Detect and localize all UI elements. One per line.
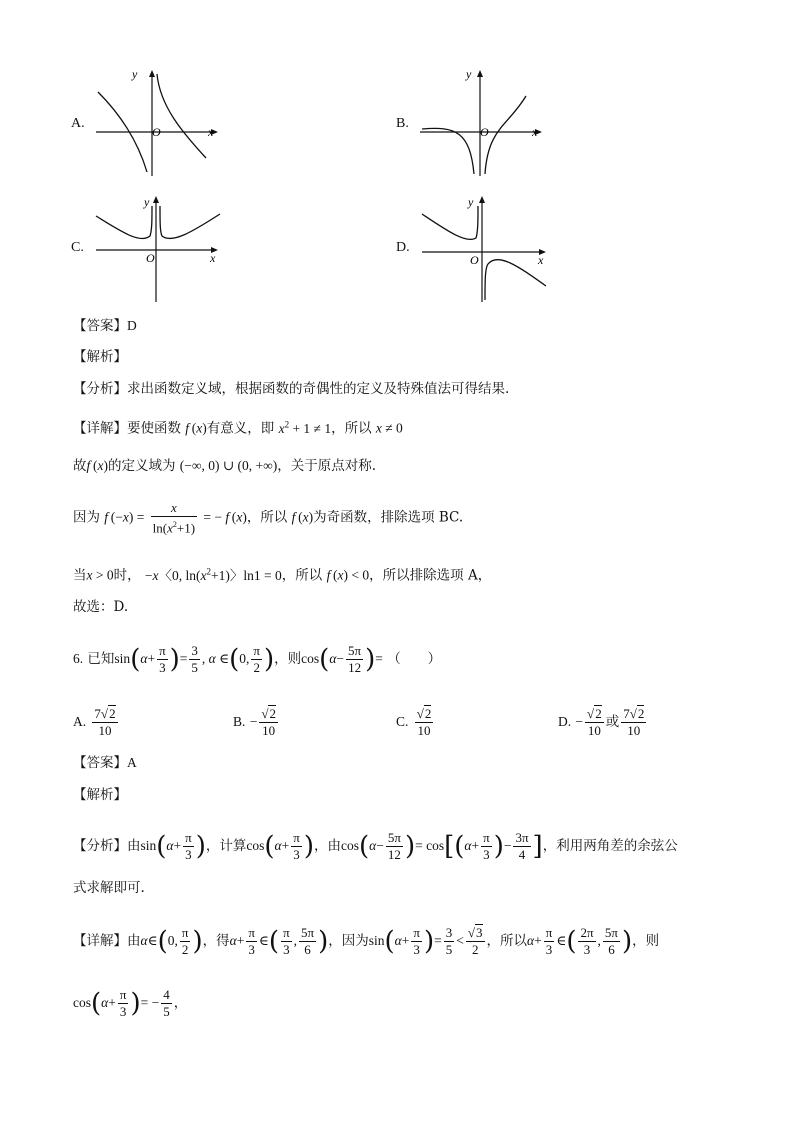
curve-left [422,206,478,239]
svg-text:O: O [146,251,155,265]
q6-option-d: D. − $\frac{√2}{10}$ 或 $\frac{7√2}{10}$ [558,706,645,738]
svg-text:y: y [466,67,472,81]
q6-answer: 【答案】A [73,755,137,771]
option-c-graph [92,192,222,304]
q5-line3: 因为 f (−x) = $\frac{x}{\ln(x^2+1)}$ = − f (x)，所以 f (x)为奇函数，排除选项 BC. [73,500,464,536]
q6-xiangjie-cont: cos(α+ $\frac{\pi}{3}$ )= − $\frac{4}{5}$ ， [73,987,188,1019]
svg-text:x: x [532,125,538,139]
svg-text:y: y [468,195,474,209]
q6-fenxi-cont: 式求解即可. [73,880,145,896]
x-label: x [208,125,214,139]
q5-answer: 【答案】D [73,318,137,334]
origin-label: O [152,125,161,139]
svg-text:O: O [480,125,489,139]
option-b-label: B. [396,116,409,131]
q6-xiangjie: 【详解】由α∈(0, $\frac{\pi}{2}$ )，得α+ $\frac{\pi}{3}$ ∈( $\frac{\pi}{3}$ , $\frac{5\pi}{6}$ )，因为sin(α+ $\frac{\pi}{3}$ )= $\frac{3}{5}$ < $\frac{√3}{2}$ ，所以α+ $\frac{\pi}{3}$ ∈( $\frac{2\pi}{3}$ , $\frac{5\pi}{6}$ )，则 [73,925,660,957]
q5-conclusion: 故选：D. [73,599,129,615]
q5-analysis-tag: 【解析】 [73,349,127,365]
option-d-label: D. [396,240,410,255]
curve-right [157,74,206,158]
svg-text:y: y [144,195,150,209]
svg-text:x: x [210,251,216,265]
curve-left [422,128,474,174]
option-a-label: A. [71,116,85,131]
curve-left [96,206,152,239]
svg-text:x: x [538,253,544,267]
q6-option-b: B. − $\frac{√2}{10}$ [233,706,276,738]
option-c-label: C. [71,240,84,255]
q5-xiangjie-line1: 【详解】要使函数 f (x)有意义，即 $x^2 + 1 \ne 1$，所以 x ≠ 0 [73,419,403,437]
q5-fenxi: 【分析】求出函数定义域，根据函数的奇偶性的定义及特殊值法可得结果. [73,381,510,397]
q6-analysis-tag: 【解析】 [73,787,127,803]
q6-fenxi: 【分析】由sin(α+ $\frac{\pi}{3}$ )，计算cos(α+ $\frac{\pi}{3}$ )，由cos(α− $\frac{5\pi}{12}$ )= cos[(α+ $\frac{\pi}{3}$ )− $\frac{3\pi}{4}$ ]，利用两角差的余弦公 [73,830,678,862]
curve-right [485,96,526,174]
q6-option-a: A. $\frac{7√2}{10}$ [73,706,116,738]
q6-stem: 6. 已知sin(α+ $\frac{\pi}{3}$ )= $\frac{3}{5}$ , α ∈(0, $\frac{\pi}{2}$ )，则cos(α− $\frac{5\pi}{12}$ )= （ ） [73,643,442,675]
curve-right [160,206,220,239]
q5-line2: 故f (x)的定义域为 (−∞, 0) ∪ (0, +∞)，关于原点对称. [73,458,377,474]
option-b-graph [416,66,546,178]
q5-line4: 当x > 0时， −x〈0, $\ln(x^2+1)$〉ln1 = 0，所以 f (x) < 0，所以排除选项 A， [73,566,492,584]
option-a-graph [92,66,222,178]
option-d-graph [418,192,552,304]
curve-right [485,260,546,300]
q6-option-c: C. $\frac{√2}{10}$ [396,706,432,738]
svg-text:O: O [470,253,479,267]
y-label: y [132,67,138,81]
